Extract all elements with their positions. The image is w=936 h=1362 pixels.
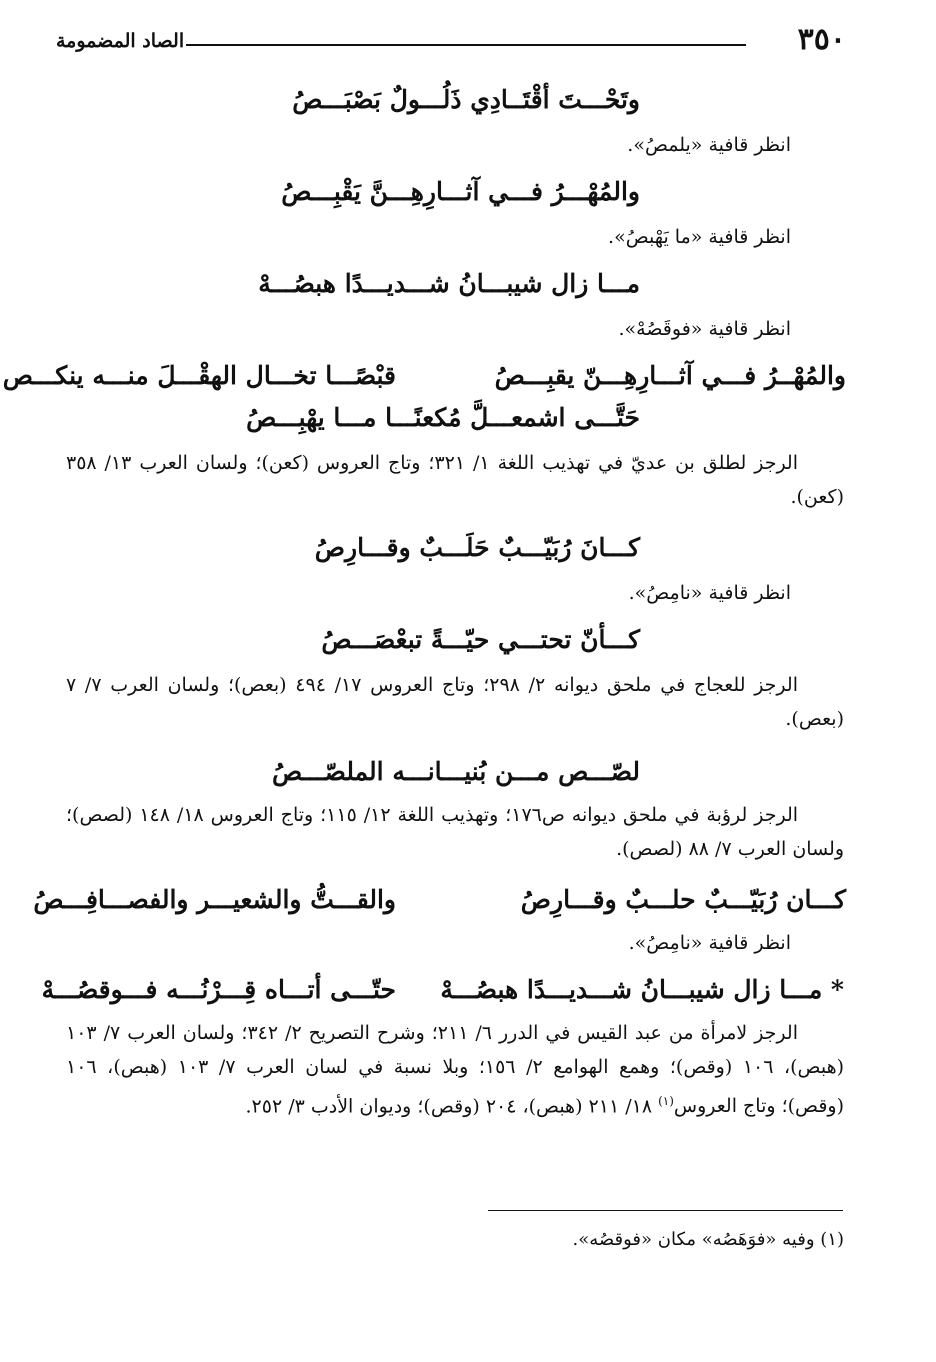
cross-reference-note: انظر قافية «يلمصُ». <box>627 134 791 156</box>
source-paragraph <box>66 1016 844 1123</box>
verse-line: وتَحْـــتَ أقْتَــادِي ذَلُـــولٌ بَصْبَـــصُ <box>292 85 640 114</box>
verse-hemistich-left: والقـــتُّ والشعيـــر والفصـــافِـــصُ <box>33 885 396 914</box>
running-title: الصاد المضمومة <box>56 30 185 52</box>
cross-reference-note: انظر قافية «فوقَصُهْ». <box>618 318 791 340</box>
verse-line: حَتَّـــى اشمعـــلَّ مُكعنًـــا مـــا يهْبِـــصُ <box>246 403 640 432</box>
cross-reference-note: انظر قافية «نامِصُ». <box>628 932 791 954</box>
source-paragraph <box>66 446 844 514</box>
paragraph-text: الرجز لطلق بن عديّ في تهذيب اللغة ١/ ٣٢١؛ وتاج العروس (كعن)؛ ولسان العرب ١٣/ ٣٥٨ (كعن). <box>66 452 844 508</box>
source-paragraph <box>66 798 844 866</box>
footnote: (١) وفيه «فوَهَصُه» مكان «فوقصُه». <box>572 1229 844 1250</box>
header-rule <box>186 44 746 46</box>
paragraph-text: الرجز لامرأة من عبد القيس في الدرر ٦/ ٢١١؛ وشرح التصريح ٢/ ٣٤٢؛ ولسان العرب ٧/ ١٠٣ (هبص)، ١٠٦ (وقص)؛ وهمع الهوامع ٢/ ١٥٦؛ وبلا نسبة في لسان العرب ٧/ ١٠٣ (هبص)، ١٠٦ (وقص)؛ وتاج العروس <box>66 1022 844 1118</box>
verse-hemistich-right: والمُهْــرُ فـــي آثـــارِهِـــنّ يقبِـــصُ <box>494 361 846 390</box>
verse-hemistich-left: قبْصًـــا تخـــال الهقْـــلَ منـــه ينكـــص <box>2 361 396 390</box>
paragraph-text: ١٨/ ٢١١ (هبص)، ٢٠٤ (وقص)؛ وديوان الأدب ٣/ ٢٥٢. <box>245 1095 653 1118</box>
cross-reference-note: انظر قافية «نامِصُ». <box>628 582 791 604</box>
paragraph-text: الرجز لرؤبة في ملحق ديوانه ص١٧٦؛ وتهذيب اللغة ١٢/ ١١٥؛ وتاج العروس ١٨/ ١٤٨ (لصص)؛ ولسان العرب ٧/ ٨٨ (لصص). <box>66 804 844 860</box>
verse-line: كـــأنّ تحتـــي حيّـــةً تبعْصَـــصُ <box>321 625 640 654</box>
verse-hemistich-left: حتّـــى أتـــاه قِـــرْنُـــه فـــوقصُـــهْ <box>41 975 396 1004</box>
cross-reference-note: انظر قافية «ما يَهْبصُ». <box>608 226 791 248</box>
footnote-rule <box>488 1210 843 1211</box>
verse-hemistich-right: * مـــا زال شيبـــانُ شـــديـــدًا هبصُـــهْ <box>440 975 844 1004</box>
verse-line: مـــا زال شيبـــانُ شـــديـــدًا هبصُـــهْ <box>258 269 640 298</box>
source-paragraph <box>66 668 844 736</box>
running-header <box>56 20 846 60</box>
paragraph-text: الرجز للعجاج في ملحق ديوانه ٢/ ٢٩٨؛ وتاج العروس ١٧/ ٤٩٤ (بعص)؛ ولسان العرب ٧/ ٧ (بعص). <box>66 674 844 730</box>
verse-line: لصّـــص مـــن بُنيـــانـــه الملصّـــصُ <box>272 757 640 786</box>
page-number: ٣٥٠ <box>797 22 846 57</box>
verse-hemistich-right: كـــان رُبَيّـــبٌ حلـــبٌ وقـــارِصُ <box>520 885 846 914</box>
footnote-marker: (١) <box>658 1094 674 1108</box>
verse-line: والمُهْـــرُ فـــي آثـــارِهِـــنَّ يَقْبِـــصُ <box>281 177 640 206</box>
verse-line: كـــانَ رُبَيّـــبٌ حَلَـــبٌ وقـــارِصُ <box>314 533 640 562</box>
